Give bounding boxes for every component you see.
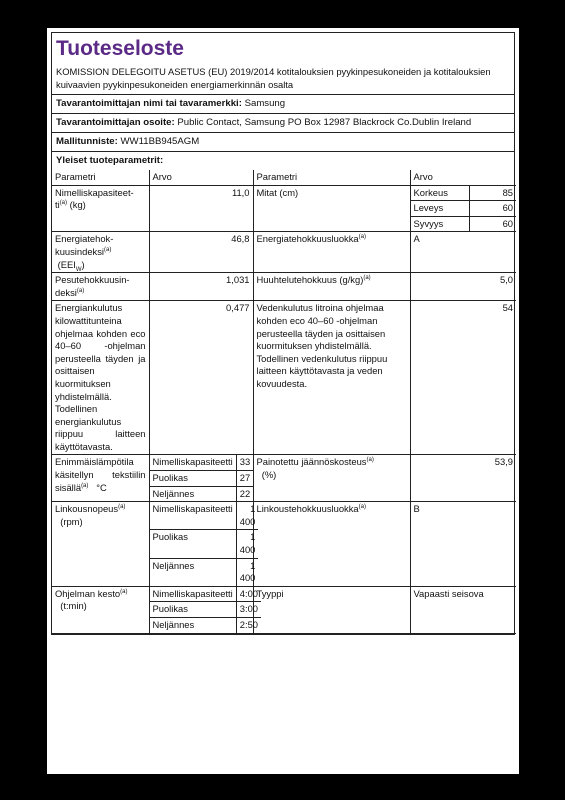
table-row <box>52 185 516 232</box>
spin-class-label: Linkoustehokkuusluokka$^{(a)}$ <box>253 502 410 587</box>
washing-eff-value: 1,031 <box>149 273 253 301</box>
energy-consumption-label: Energiankulutus kilowattitunteina ohjelmaa kohden eco 40–60 -ohjelman perusteella täyden ja osittaisen kuormituksen yhdistelmällä. Todellinen energiankulutus riippuu laitteen käyttötavasta. <box>52 301 149 455</box>
duration-table <box>150 587 262 633</box>
duration-half-value: 3:00 <box>236 602 261 618</box>
duration-quarter-value: 2:50 <box>236 618 261 633</box>
washing-eff-label: Pesutehokkuusin-deksi$^{(a)}$ <box>52 273 149 301</box>
water-consumption-value: 54 <box>410 301 516 455</box>
spin-half-label: Puolikas <box>150 530 237 558</box>
max-temp-full-label: Nimelliskapasiteetti <box>150 455 237 470</box>
width-label: Leveys <box>411 201 470 217</box>
header-value-2: Arvo <box>410 170 516 185</box>
max-temp-half-label: Puolikas <box>150 471 237 487</box>
duration-full-label: Nimelliskapasiteetti <box>150 587 237 602</box>
spin-class-value: B <box>410 502 516 587</box>
spin-quarter-label: Neljännes <box>150 558 237 586</box>
table-row <box>52 301 516 455</box>
spin-speed-label: Linkousnopeus$^{(a)}$ (rpm) <box>52 502 149 587</box>
general-heading: Yleiset tuoteparametrit: <box>56 155 164 166</box>
supplier-address-row <box>52 114 514 133</box>
dimensions-cell <box>410 185 516 232</box>
moisture-value: 53,9 <box>410 455 516 502</box>
dimensions-table <box>411 186 517 232</box>
table-row <box>52 273 516 301</box>
duration-quarter-label: Neljännes <box>150 618 237 633</box>
regulation-text: KOMISSION DELEGOITU ASETUS (EU) 2019/2014 kotitalouksien pyykinpesukoneiden ja kotitalouksien kuivaavien pyykinpesukoneiden energiamerkinnän osalta <box>52 64 514 95</box>
capacity-label: Nimelliskapasiteet-$ti^{(a)}$ (kg) <box>52 185 149 232</box>
energy-class-label: Energiatehokkuusluokka$^{(a)}$ <box>253 232 410 273</box>
depth-label: Syvyys <box>411 216 470 231</box>
header-param-2: Parametri <box>253 170 410 185</box>
duration-label: Ohjelman kesto$^{(a)}$ (t:min) <box>52 586 149 633</box>
max-temp-quarter-value: 22 <box>236 486 253 501</box>
spin-speed-cell <box>149 502 256 587</box>
fiche-frame <box>51 32 515 635</box>
supplier-name-label: Tavarantoimittajan nimi tai tavaramerkki: <box>56 98 242 109</box>
max-temp-full-value: 33 <box>236 455 253 470</box>
parameters-table <box>52 170 516 634</box>
table-row <box>52 455 516 502</box>
spin-quarter-value: 1 400 <box>236 558 258 586</box>
spin-full-value: 1 400 <box>236 502 258 530</box>
model-row <box>52 133 514 152</box>
capacity-value: 11,0 <box>149 185 253 232</box>
table-row <box>52 586 516 633</box>
model-label: Mallitunniste: <box>56 136 118 147</box>
dimensions-label: Mitat (cm) <box>253 185 410 232</box>
table-row <box>52 232 516 273</box>
rinsing-eff-value: 5,0 <box>410 273 516 301</box>
moisture-label: Painotettu jäännöskosteus$^{(a)}$ (%) <box>253 455 410 502</box>
model-value: WW11BB945AGM <box>120 136 200 147</box>
table-row <box>52 502 516 587</box>
max-temp-table <box>150 455 254 501</box>
water-consumption-label: Vedenkulutus litroina ohjelmaa kohden eco 40–60 -ohjelman perusteella täyden ja osittaisen kuormituksen yhdistelmällä. Todellinen vedenkulutus riippuu laitteen käyttötavasta ja veden kovuudesta. <box>253 301 410 455</box>
page-title: Tuoteseloste <box>56 37 184 60</box>
spin-speed-table <box>150 502 259 586</box>
height-value: 85 <box>470 186 517 201</box>
max-temp-label: Enimmäislämpötila käsitellyn tekstiilin sisällä$^{(a)}$ °C <box>52 455 149 502</box>
table-header-row <box>52 170 516 185</box>
duration-cell <box>149 586 258 633</box>
supplier-name-value: Samsung <box>244 98 286 109</box>
header-value-1: Arvo <box>149 170 253 185</box>
energy-class-value: A <box>410 232 516 273</box>
duration-half-label: Puolikas <box>150 602 237 618</box>
eei-label: Energiatehok-kuusindeksi$^{(a)}$ $(EEI_W)$ <box>52 232 149 273</box>
max-temp-quarter-label: Neljännes <box>150 486 237 501</box>
supplier-address-value: Public Contact, Samsung PO Box 12987 Blackrock Co.Dublin Ireland <box>177 117 472 128</box>
spin-half-value: 1 400 <box>236 530 258 558</box>
type-label: Tyyppi <box>253 586 410 633</box>
supplier-address-label: Tavarantoimittajan osoite: <box>56 117 175 128</box>
max-temp-cell <box>149 455 253 502</box>
duration-full-value: 4:00 <box>236 587 261 602</box>
eei-value: 46,8 <box>149 232 253 273</box>
header-param-1: Parametri <box>52 170 149 185</box>
rinsing-eff-label: Huuhtelutehokkuus $(g/kg)^{(a)}$ <box>253 273 410 301</box>
width-value: 60 <box>470 201 517 217</box>
supplier-name-row <box>52 95 514 114</box>
product-fiche-page <box>47 28 519 774</box>
max-temp-half-value: 27 <box>236 471 253 487</box>
type-value: Vapaasti seisova <box>410 586 516 633</box>
energy-consumption-value: 0,477 <box>149 301 253 455</box>
depth-value: 60 <box>470 216 517 231</box>
spin-full-label: Nimelliskapasiteetti <box>150 502 237 530</box>
height-label: Korkeus <box>411 186 470 201</box>
general-heading-row <box>52 152 514 170</box>
